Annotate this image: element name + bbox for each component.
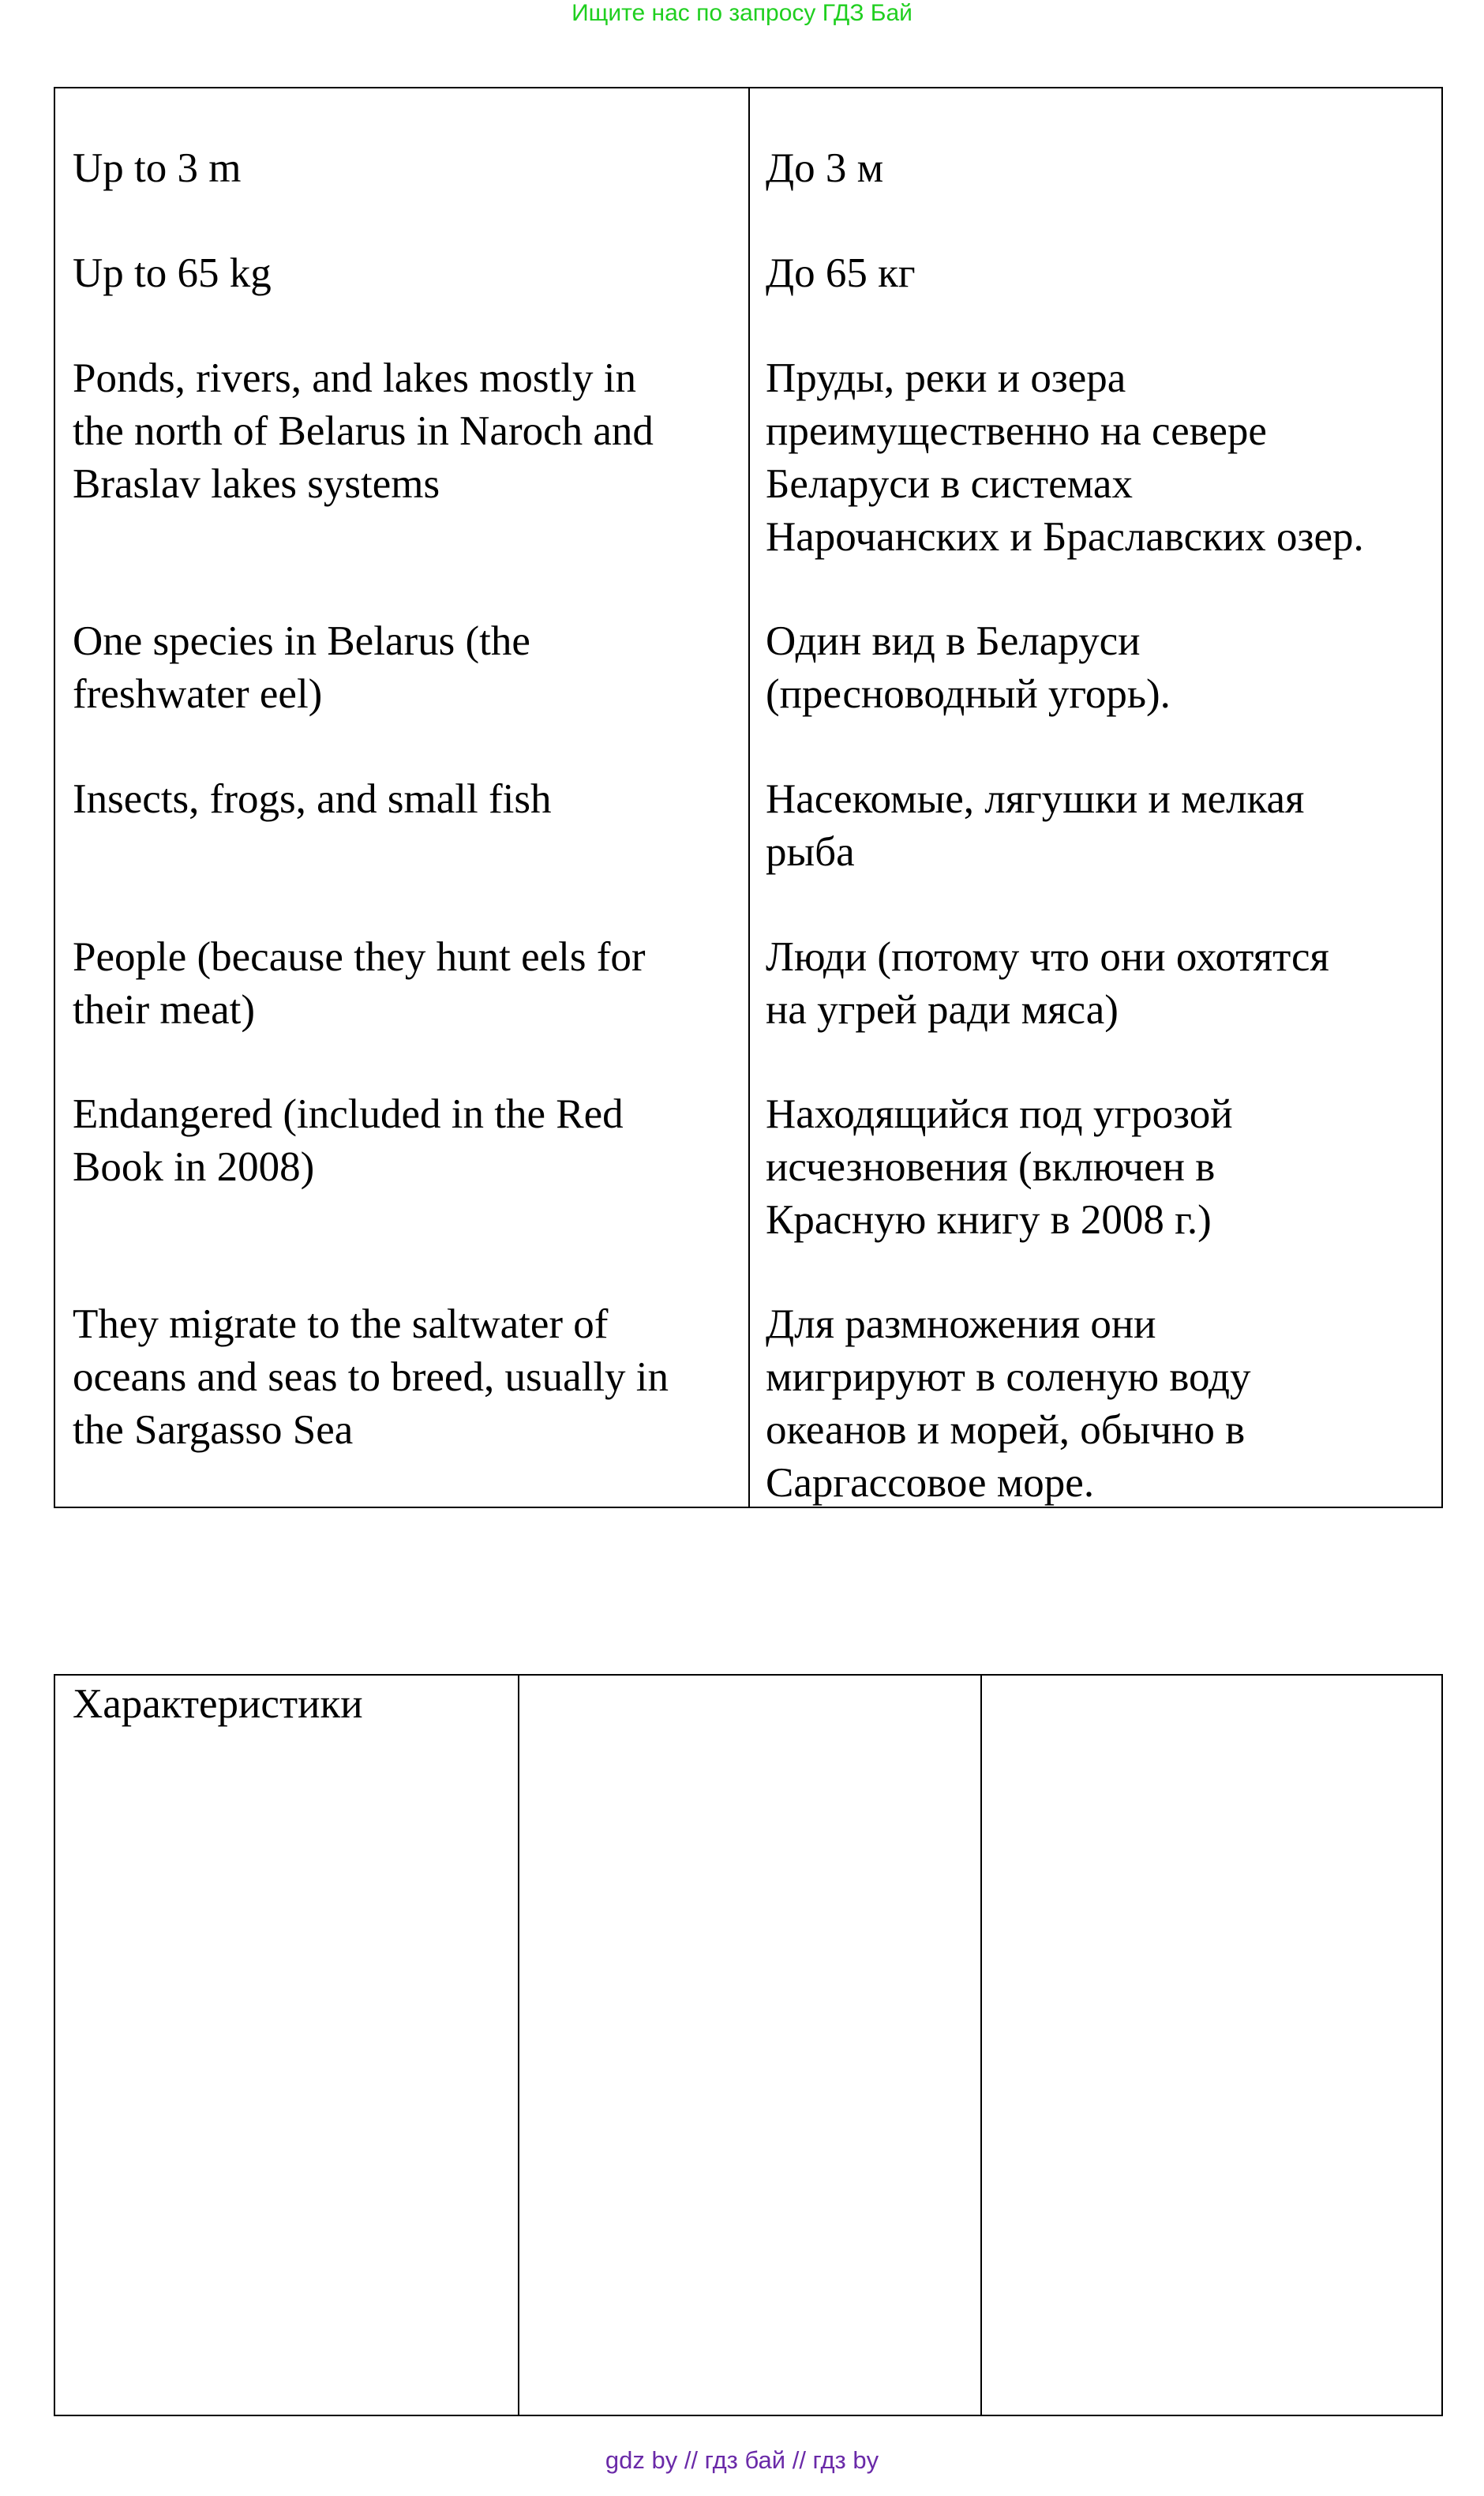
russian-cell-line: мигрируют в соленую воду xyxy=(766,1354,1251,1400)
russian-cell-line: Нарочанских и Браславских озер. xyxy=(766,514,1364,560)
english-cell-line: Up to 65 kg xyxy=(73,250,272,296)
russian-cell-line: Насекомые, лягушки и мелкая xyxy=(766,776,1305,822)
header-search-banner[interactable]: Ищите нас по запросу ГДЗ Бай xyxy=(571,0,913,26)
russian-cell-line: Один вид в Беларуси xyxy=(766,618,1141,664)
characteristics-column xyxy=(55,1676,518,2415)
english-cell xyxy=(73,1298,669,1457)
russian-cell xyxy=(766,1298,1251,1510)
russian-cell-line: преимущественно на севере xyxy=(766,408,1267,454)
english-cell-line: They migrate to the saltwater of xyxy=(73,1301,609,1347)
english-cell-line: Insects, frogs, and small fish xyxy=(73,776,552,822)
english-cell xyxy=(73,615,530,721)
russian-cell-line: Красную книгу в 2008 г.) xyxy=(766,1197,1212,1243)
english-cell-line: Endangered (included in the Red xyxy=(73,1091,624,1137)
russian-cell xyxy=(766,247,916,300)
english-cell-line: oceans and seas to breed, usually in xyxy=(73,1354,669,1400)
russian-cell-line: Люди (потому что они охотятся xyxy=(766,934,1329,980)
english-cell-line: the north of Belarus in Naroch and xyxy=(73,408,654,454)
footer-links[interactable]: gdz by // гдз бай // гдз by xyxy=(605,2446,879,2474)
russian-cell xyxy=(766,615,1171,721)
russian-cell-line: рыба xyxy=(766,829,855,875)
english-cell-line: People (because they hunt eels for xyxy=(73,934,646,980)
russian-cell-line: До 65 кг xyxy=(766,250,916,296)
russian-cell-line: исчезновения (включен в xyxy=(766,1144,1216,1190)
russian-cell-line: на угрей ради мяса) xyxy=(766,987,1119,1033)
table2-header-cell-line: Характеристики xyxy=(73,1681,363,1727)
russian-cell xyxy=(766,1088,1233,1247)
english-cell-line: Braslav lakes systems xyxy=(73,461,440,507)
russian-cell xyxy=(766,142,883,195)
pike-column xyxy=(980,1676,1443,2415)
english-cell xyxy=(73,931,646,1037)
russian-cell xyxy=(766,931,1329,1037)
russian-cell-line: Саргассовое море. xyxy=(766,1460,1095,1506)
english-cell-line: the Sargasso Sea xyxy=(73,1407,354,1453)
english-cell xyxy=(73,247,272,300)
russian-cell-line: Пруды, реки и озера xyxy=(766,355,1126,401)
english-cell xyxy=(73,1088,624,1194)
english-cell-line: One species in Belarus (the xyxy=(73,618,530,664)
russian-cell-line: (пресноводный угорь). xyxy=(766,671,1171,717)
english-cell-line: Ponds, rivers, and lakes mostly in xyxy=(73,355,636,401)
english-cell-line: Up to 3 m xyxy=(73,145,242,191)
english-cell xyxy=(73,352,654,511)
russian-cell-line: Находящийся под угрозой xyxy=(766,1091,1233,1137)
eel-column xyxy=(518,1676,980,2415)
russian-cell-line: Для размножения они xyxy=(766,1301,1156,1347)
english-cell-line: Book in 2008) xyxy=(73,1144,315,1190)
russian-cell xyxy=(766,352,1364,564)
english-cell-line: their meat) xyxy=(73,987,256,1033)
english-cell xyxy=(73,773,551,826)
english-cell-line: freshwater eel) xyxy=(73,671,323,717)
russian-cell xyxy=(766,773,1304,879)
english-cell xyxy=(73,142,241,195)
table2-header-cell xyxy=(73,1678,363,1731)
russian-cell-line: океанов и морей, обычно в xyxy=(766,1407,1246,1453)
russian-cell-line: До 3 м xyxy=(766,145,884,191)
eel-pike-comparison-table xyxy=(54,1674,1443,2416)
russian-cell-line: Беларуси в системах xyxy=(766,461,1133,507)
